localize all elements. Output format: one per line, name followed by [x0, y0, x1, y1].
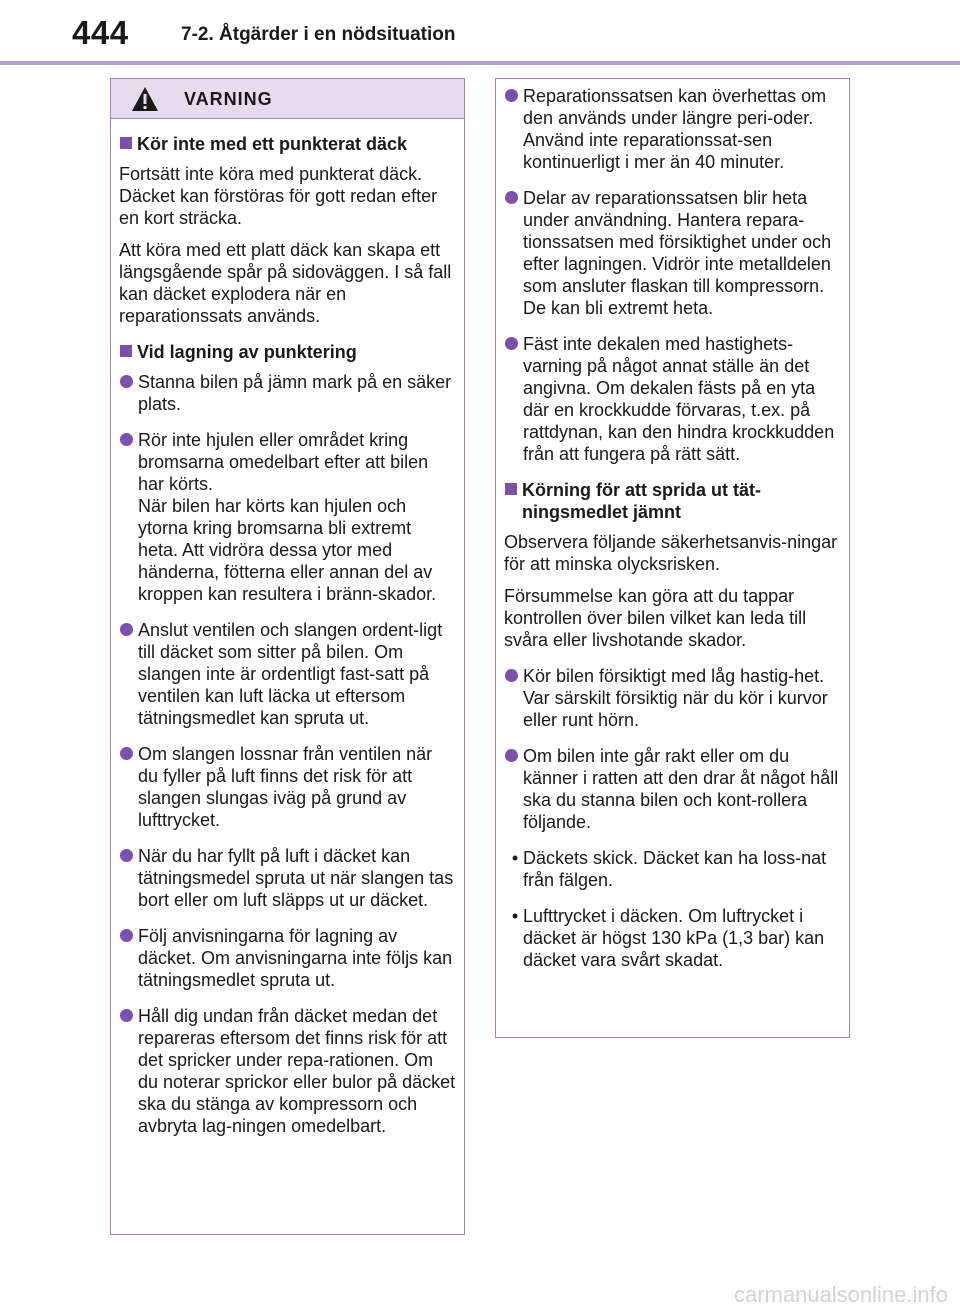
round-bullet-icon [120, 375, 133, 388]
square-bullet-icon [120, 137, 132, 149]
subheading [119, 133, 456, 155]
subheading-text: Vid lagning av punktering [137, 342, 357, 362]
sub-list-item-text: Däckets skick. Däcket kan ha loss-nat från fälgen. [523, 848, 827, 890]
list-item [119, 429, 456, 605]
list-item-text [138, 429, 456, 605]
round-bullet-icon [120, 849, 133, 862]
round-bullet-icon [120, 1009, 133, 1022]
list-item [119, 845, 456, 911]
round-bullet-icon [120, 747, 133, 760]
sub-list-item [504, 847, 841, 891]
round-bullet-icon [505, 191, 518, 204]
paragraph: Försummelse kan göra att du tappar kontrollen över bilen vilket kan leda till svåra eller livshotande skador. [504, 586, 807, 650]
sub-list-item-text: Lufttrycket i däcken. Om luftrycket i däcket är högst 130 kPa (1,3 bar) kan däcket vara svårt skadat. [523, 906, 825, 970]
warning-triangle-icon [131, 86, 159, 112]
round-bullet-icon [120, 929, 133, 942]
warning-title: VARNING [184, 89, 273, 109]
warning-box-left [110, 78, 465, 1235]
list-item [119, 619, 456, 729]
list-item-text: Anslut ventilen och slangen ordent-ligt till däcket som sitter på bilen. Om slangen inte är ordentligt fast-satt på ventilen kan luft läcka ut eftersom tätningsmedlet kan spruta ut. [138, 620, 443, 728]
header-rule [0, 61, 960, 65]
list-item [119, 925, 456, 991]
subheading-text: Kör inte med ett punkterat däck [137, 134, 408, 154]
list-item [504, 187, 841, 319]
round-bullet-icon [505, 749, 518, 762]
paragraph: Att köra med ett platt däck kan skapa ett längsgående spår på sidoväggen. I så fall kan däcket explodera när en reparationssats används. [119, 240, 452, 326]
list-item-text: Delar av reparationssatsen blir heta under användning. Hantera repara-tionssatsen med försiktighet under och efter lagningen. Vidrör inte metalldelen som ansluter flaskan till kompressorn. De kan bli extremt heta. [523, 188, 832, 318]
list-item-text: Om bilen inte går rakt eller om du känner i ratten att den drar åt något håll ska du stanna bilen och kont-rollera följande. [523, 746, 839, 832]
round-bullet-icon [505, 89, 518, 102]
list-item-text: Håll dig undan från däcket medan det repareras eftersom det finns risk för att det spricker under repa-rationen. Om du noterar sprickor eller bulor på däcket ska du stänga av kompressorn och avbryta lag-ningen omedelbart. [138, 1006, 456, 1136]
subheading [119, 341, 456, 363]
list-item-text: När du har fyllt på luft i däcket kan tätningsmedel spruta ut när slangen tas bort eller om luft släpps ut ur däcket. [138, 846, 454, 910]
list-item-text-part: När bilen har körts kan hjulen och ytorna kring bromsarna bli extremt heta. Att vidröra dessa ytor med händerna, fötterna eller annan del av kroppen kan resultera i bränn-skador. [138, 496, 437, 604]
warning-header [111, 79, 464, 119]
round-bullet-icon [120, 623, 133, 636]
subheading [504, 479, 841, 523]
list-item-text: Reparationssatsen kan överhettas om den används under längre peri-oder. Använd inte reparationssat-sen kontinuerligt i mer än 40 minuter. [523, 86, 827, 172]
round-bullet-icon [505, 669, 518, 682]
list-item-text: Kör bilen försiktigt med låg hastig-het. Var särskilt försiktig när du kör i kurvor eller runt hörn. [523, 666, 828, 730]
square-bullet-icon [505, 483, 517, 495]
list-item [119, 371, 456, 415]
dot-marker: • [511, 848, 519, 868]
list-item-text: Fäst inte dekalen med hastighets-varning på något annat ställe än det angivna. Om dekalen fästs på en yta där en krockkudde förvaras, t.ex. på rattdynan, kan den hindra krockkudden från att fungera på rätt sätt. [523, 334, 835, 464]
list-item-text: Om slangen lossnar från ventilen när du fyller på luft finns det risk för att slangen slungas iväg på grund av lufttrycket. [138, 744, 433, 830]
subheading-text: Körning för att sprida ut tät-ningsmedlet jämnt [522, 480, 761, 522]
page-header [0, 0, 960, 66]
sub-list-item [504, 905, 841, 971]
paragraph: Observera följande säkerhetsanvis-ningar för att minska olycksrisken. [504, 532, 838, 574]
list-item-text: Stanna bilen på jämn mark på en säker plats. [138, 372, 452, 414]
warning-box-right [495, 78, 850, 1038]
list-item [504, 745, 841, 833]
list-item [119, 743, 456, 831]
list-item [504, 85, 841, 173]
list-item-text-part: Rör inte hjulen eller området kring bromsarna omedelbart efter att bilen har körts. [138, 430, 429, 494]
dot-marker: • [511, 906, 519, 926]
list-item [504, 665, 841, 731]
list-item [504, 333, 841, 465]
list-item-text: Följ anvisningarna för lagning av däcket. Om anvisningarna inte följs kan tätningsmedlet spruta ut. [138, 926, 453, 990]
square-bullet-icon [120, 345, 132, 357]
watermark: carmanualsonline.info [733, 1282, 948, 1307]
round-bullet-icon [120, 433, 133, 446]
section-title: 7-2. Åtgärder i en nödsituation [181, 24, 456, 45]
list-item [119, 1005, 456, 1137]
paragraph: Fortsätt inte köra med punkterat däck. Däcket kan förstöras för gott redan efter en kort sträcka. [119, 164, 438, 228]
page-number: 444 [72, 14, 129, 51]
warning-content-left [111, 119, 464, 1137]
round-bullet-icon [505, 337, 518, 350]
warning-content-right [496, 79, 849, 971]
